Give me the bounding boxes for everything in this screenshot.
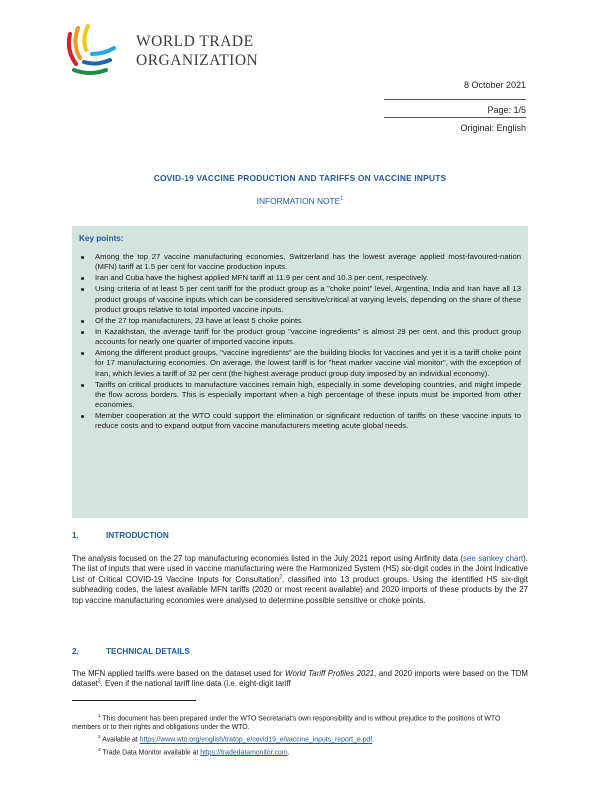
- footnote-number: 2: [98, 735, 101, 741]
- key-points-list: [79, 252, 521, 431]
- wto-logo: [64, 22, 294, 82]
- logo-text-line2: ORGANIZATION: [136, 52, 259, 69]
- introduction-paragraph: [72, 554, 528, 606]
- key-point-item: Using criteria of at least 5 per cent tariff for the product group as a "choke point" level, Argentina, India and Iran have all 13 product groups of vaccine inputs which can be considered sensitive/critical at varying levels, depending on the share of these product groups relative to total imported vaccine inputs.: [79, 284, 521, 314]
- paragraph-text: , classified into 13 product groups. Using the identified HS six-digit subheading codes, the latest available MFN tariffs (2020 or most recent available) and 2020 imports of these products by the 27 top vaccine manufacturing economies were analysed to determine possible sensitive or choke points.: [72, 574, 528, 605]
- document-subtitle: [0, 196, 600, 206]
- footnote: [72, 712, 528, 732]
- document-date: 8 October 2021: [463, 80, 526, 90]
- sankey-chart-link[interactable]: see sankey chart: [463, 554, 524, 563]
- key-point-item: Among the top 27 vaccine manufacturing economies, Switzerland has the lowest average applied most-favoured-nation (MFN) tariff at 1.5 per cent for vaccine production inputs.: [79, 252, 521, 272]
- paragraph-text: The analysis focused on the 27 top manufacturing economies listed in the July 2021 report using Airfinity data (: [72, 554, 464, 563]
- footnote-text: .: [372, 736, 375, 744]
- paragraph-text: The MFN applied tariffs were based on the dataset used for: [72, 669, 286, 678]
- original-language: Original: English: [460, 123, 526, 133]
- footnote-text: This document has been prepared under the WTO Secretariat's own responsibility and is without prejudice to the positions of WTO members or to their rights and obligations under the WTO.: [72, 715, 501, 732]
- footnotes: [72, 712, 528, 758]
- key-point-item: Tariffs on critical products to manufacture vaccines remain high, especially in some developing countries, and might impede the flow across borders. This is especially important when a high percentage of these inputs must be imported from other economies.: [79, 380, 521, 410]
- key-points-heading: Key points:: [79, 234, 124, 243]
- footnote-ref[interactable]: 2: [279, 574, 282, 581]
- section-number: 1.: [72, 531, 79, 540]
- key-points-box: [72, 226, 528, 518]
- logo-text-line1: WORLD TRADE: [136, 33, 254, 50]
- key-point-item: Among the different product groups, "vaccine ingredients" are the building blocks for vaccines and yet it is a tariff choke point for 17 manufacturing economies. On average, the lowest tariff is for "heat marker vaccine vial monitor", with the exception of Iran, which levies a tariff of 32 per cent (the highest average product group duty imposed by an individual economy).: [79, 348, 521, 378]
- document-title: COVID-19 VACCINE PRODUCTION AND TARIFFS ON VACCINE INPUTS: [153, 173, 447, 183]
- header-divider: [384, 99, 526, 100]
- section-title: TECHNICAL DETAILS: [106, 647, 190, 656]
- footnote-text: .: [287, 748, 290, 756]
- footnote: [72, 733, 528, 744]
- section-heading-introduction: [72, 531, 169, 540]
- technical-details-paragraph: [72, 669, 528, 690]
- header-divider: [384, 117, 526, 118]
- paragraph-text: ). The list of inputs that were used in vaccine manufacturing were the Harmonized System (HS) six-digit codes in the Joint Indicative List of Critical COVID-19 Vaccine Inputs for Consultation: [72, 554, 528, 584]
- footnote-text: Trade Data Monitor available at: [102, 748, 201, 756]
- footnote-number: 1: [98, 714, 101, 719]
- section-title: INTRODUCTION: [106, 531, 169, 540]
- paragraph-text: . Even if the national tariff line data (i.e. eight-digit tariff: [100, 679, 291, 689]
- section-number: 2.: [72, 647, 79, 656]
- footnote-divider: [72, 700, 196, 701]
- footnote-ref[interactable]: 3: [97, 678, 101, 685]
- footnote: [72, 746, 528, 757]
- subtitle-text: INFORMATION NOTE: [256, 196, 341, 206]
- key-point-item: Iran and Cuba have the highest applied MFN tariff at 11.9 per cent and 10.3 per cent, respectively.: [79, 273, 521, 283]
- paragraph-text: , and 2020 imports were based on the TDM dataset: [72, 669, 528, 689]
- wto-emblem-icon: [64, 22, 128, 78]
- footnote-link[interactable]: https://www.wto.org/english/tratop_e/covid19_e/vaccine_inputs_report_e.pdf: [139, 736, 373, 744]
- page-number: Page: 1/5: [487, 105, 526, 115]
- footnote-link[interactable]: https://tradedatamonitor.com: [200, 748, 288, 756]
- section-heading-technical-details: [72, 647, 190, 656]
- footnote-number: 3: [98, 747, 101, 753]
- key-point-item: Member cooperation at the WTO could support the elimination or significant reduction of tariffs on these vaccine inputs to reduce costs and to expand output from vaccine manufacturers meeting acute global needs.: [79, 411, 521, 431]
- key-point-item: Of the 27 top manufacturers, 23 have at least 5 choke points.: [79, 316, 521, 326]
- key-point-item: In Kazakhstan, the average tariff for the product group "vaccine ingredients" is almost 29 per cent, and this product group accounts for nearly one quarter of imported vaccine inputs.: [79, 327, 521, 347]
- footnote-text: Available at: [102, 736, 140, 744]
- publication-title: World Tariff Profiles 2021: [285, 669, 375, 678]
- footnote-ref[interactable]: 1: [340, 196, 344, 203]
